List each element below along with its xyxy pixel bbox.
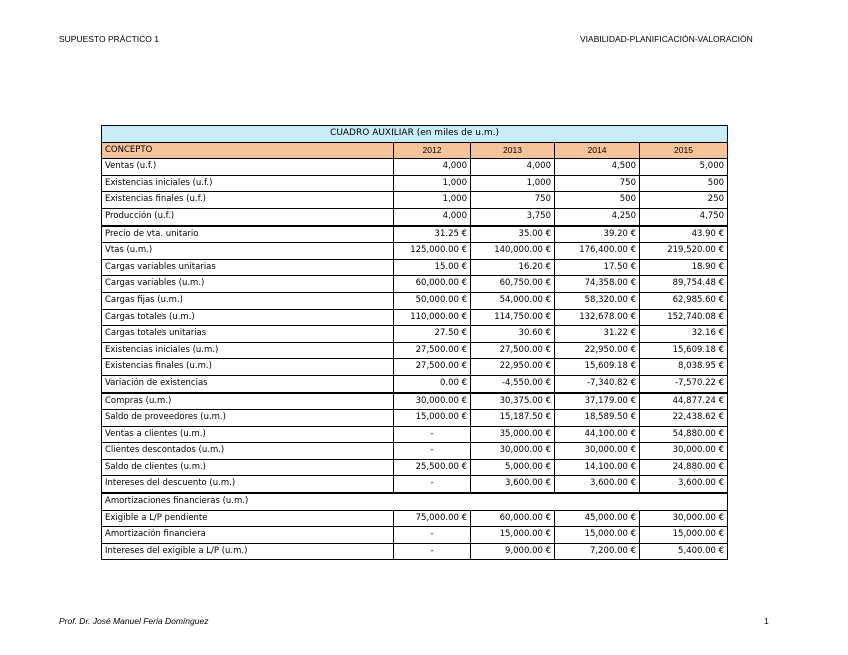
- cell-2014: 37,179.00 €: [555, 393, 640, 410]
- cell-2012: 27,500.00 €: [394, 342, 471, 359]
- concept-header: CONCEPTO: [102, 142, 394, 159]
- table-row: [102, 443, 728, 460]
- cell-2015: 152,740.08 €: [640, 309, 728, 326]
- table-title: CUADRO AUXILIAR (en miles de u.m.): [102, 126, 728, 143]
- cell-2015: 32.16 €: [640, 326, 728, 343]
- cell-2014: 132,678.00 €: [555, 309, 640, 326]
- cell-2012: -: [394, 443, 471, 460]
- year-header-2014: 2014: [555, 142, 640, 159]
- table-row: [102, 243, 728, 260]
- page-number: 1: [764, 616, 769, 626]
- cell-2014: 500: [555, 192, 640, 209]
- footer-author: Prof. Dr. José Manuel Feria Domínguez: [59, 616, 209, 626]
- table-row: [102, 342, 728, 359]
- row-label: Amortizaciones financieras (u.m.): [102, 493, 728, 510]
- cell-2012: 0.00 €: [394, 375, 471, 392]
- cell-2012: 125,000.00 €: [394, 243, 471, 260]
- table-row: [102, 309, 728, 326]
- cell-2012: 4,000: [394, 208, 471, 225]
- cell-2012: 110,000.00 €: [394, 309, 471, 326]
- row-label: Cargas variables unitarias: [102, 259, 394, 276]
- cell-2013: 4,000: [471, 159, 555, 176]
- cell-2014: 44,100.00 €: [555, 426, 640, 443]
- table-row: [102, 375, 728, 392]
- table-row: [102, 292, 728, 309]
- table-row: [102, 426, 728, 443]
- cell-2015: 15,609.18 €: [640, 342, 728, 359]
- table-row: [102, 543, 728, 560]
- cell-2015: 15,000.00 €: [640, 527, 728, 544]
- table-row: [102, 527, 728, 544]
- year-header-2013: 2013: [471, 142, 555, 159]
- table-row: [102, 326, 728, 343]
- cell-2014: 15,000.00 €: [555, 527, 640, 544]
- cell-2014: 18,589.50 €: [555, 410, 640, 427]
- cell-2015: 54,880.00 €: [640, 426, 728, 443]
- cell-2013: 30,000.00 €: [471, 443, 555, 460]
- cell-2014: 22,950.00 €: [555, 342, 640, 359]
- header-right: VIABILIDAD-PLANIFICACIÓN-VALORACIÓN: [580, 34, 753, 44]
- cell-2014: 74,358.00 €: [555, 276, 640, 293]
- table-row: [102, 493, 728, 510]
- cell-2015: 24,880.00 €: [640, 459, 728, 476]
- row-label: Intereses del descuento (u.m.): [102, 476, 394, 493]
- cell-2015: 62,985.60 €: [640, 292, 728, 309]
- cell-2012: 27.50 €: [394, 326, 471, 343]
- table-row: [102, 359, 728, 376]
- table-row: [102, 459, 728, 476]
- cell-2014: 58,320.00 €: [555, 292, 640, 309]
- row-label: Existencias finales (u.f.): [102, 192, 394, 209]
- cell-2012: 1,000: [394, 192, 471, 209]
- row-label: Cargas fijas (u.m.): [102, 292, 394, 309]
- cuadro-auxiliar-table: [101, 125, 728, 560]
- cell-2014: 31.22 €: [555, 326, 640, 343]
- cell-2012: 25,500.00 €: [394, 459, 471, 476]
- row-label: Existencias iniciales (u.f.): [102, 175, 394, 192]
- cell-2014: 39.20 €: [555, 226, 640, 243]
- table-row: [102, 276, 728, 293]
- cell-2013: 35.00 €: [471, 226, 555, 243]
- row-label: Clientes descontados (u.m.): [102, 443, 394, 460]
- cell-2013: 16.20 €: [471, 259, 555, 276]
- cell-2013: 54,000.00 €: [471, 292, 555, 309]
- row-label: Existencias iniciales (u.m.): [102, 342, 394, 359]
- row-label: Intereses del exigible a L/P (u.m.): [102, 543, 394, 560]
- row-label: Saldo de clientes (u.m.): [102, 459, 394, 476]
- cell-2012: -: [394, 476, 471, 493]
- year-header-2012: 2012: [394, 142, 471, 159]
- cell-2014: 176,400.00 €: [555, 243, 640, 260]
- row-label: Cargas totales unitarias: [102, 326, 394, 343]
- cell-2013: 30,375.00 €: [471, 393, 555, 410]
- table-row: [102, 226, 728, 243]
- cell-2012: 1,000: [394, 175, 471, 192]
- table-row: [102, 393, 728, 410]
- cell-2015: 5,400.00 €: [640, 543, 728, 560]
- cell-2014: 4,500: [555, 159, 640, 176]
- cell-2012: 27,500.00 €: [394, 359, 471, 376]
- cell-2012: 30,000.00 €: [394, 393, 471, 410]
- cell-2012: 50,000.00 €: [394, 292, 471, 309]
- row-label: Vtas (u.m.): [102, 243, 394, 260]
- cell-2014: 45,000.00 €: [555, 510, 640, 527]
- table-row: [102, 259, 728, 276]
- table-row: [102, 510, 728, 527]
- cell-2013: 3,750: [471, 208, 555, 225]
- cell-2013: 15,000.00 €: [471, 527, 555, 544]
- cell-2012: 4,000: [394, 159, 471, 176]
- cell-2013: 35,000.00 €: [471, 426, 555, 443]
- cell-2015: 500: [640, 175, 728, 192]
- cell-2014: 4,250: [555, 208, 640, 225]
- row-label: Variación de existencias: [102, 375, 394, 392]
- cell-2013: 750: [471, 192, 555, 209]
- cell-2013: 114,750.00 €: [471, 309, 555, 326]
- cell-2015: 4,750: [640, 208, 728, 225]
- cell-2012: -: [394, 527, 471, 544]
- cell-2014: 17.50 €: [555, 259, 640, 276]
- cell-2012: 15,000.00 €: [394, 410, 471, 427]
- cell-2015: 5,000: [640, 159, 728, 176]
- cell-2012: 60,000.00 €: [394, 276, 471, 293]
- row-label: Ventas a clientes (u.m.): [102, 426, 394, 443]
- cell-2013: 30.60 €: [471, 326, 555, 343]
- cell-2015: 18.90 €: [640, 259, 728, 276]
- cell-2015: 30,000.00 €: [640, 443, 728, 460]
- cell-2014: -7,340.82 €: [555, 375, 640, 392]
- row-label: Ventas (u.f.): [102, 159, 394, 176]
- row-label: Cargas variables (u.m.): [102, 276, 394, 293]
- row-label: Producción (u.f.): [102, 208, 394, 225]
- cell-2013: 3,600.00 €: [471, 476, 555, 493]
- cell-2013: 27,500.00 €: [471, 342, 555, 359]
- cell-2014: 3,600.00 €: [555, 476, 640, 493]
- cell-2012: -: [394, 426, 471, 443]
- cell-2015: 3,600.00 €: [640, 476, 728, 493]
- cell-2013: 5,000.00 €: [471, 459, 555, 476]
- table-row: [102, 476, 728, 493]
- table-row: [102, 159, 728, 176]
- cell-2013: 1,000: [471, 175, 555, 192]
- cell-2012: 31.25 €: [394, 226, 471, 243]
- cell-2015: 22,438.62 €: [640, 410, 728, 427]
- cell-2015: -7,570.22 €: [640, 375, 728, 392]
- cell-2014: 15,609.18 €: [555, 359, 640, 376]
- cell-2015: 8,038.95 €: [640, 359, 728, 376]
- cell-2015: 219,520.00 €: [640, 243, 728, 260]
- cell-2013: 22,950.00 €: [471, 359, 555, 376]
- row-label: Cargas totales (u.m.): [102, 309, 394, 326]
- row-label: Compras (u.m.): [102, 393, 394, 410]
- table-row: [102, 175, 728, 192]
- table-row: [102, 192, 728, 209]
- row-label: Amortización financiera: [102, 527, 394, 544]
- row-label: Existencias finales (u.m.): [102, 359, 394, 376]
- cell-2013: 60,000.00 €: [471, 510, 555, 527]
- cell-2015: 89,754.48 €: [640, 276, 728, 293]
- cell-2013: 140,000.00 €: [471, 243, 555, 260]
- cell-2014: 30,000.00 €: [555, 443, 640, 460]
- cell-2013: 60,750.00 €: [471, 276, 555, 293]
- cell-2012: -: [394, 543, 471, 560]
- cell-2014: 7,200.00 €: [555, 543, 640, 560]
- cell-2013: -4,550.00 €: [471, 375, 555, 392]
- cell-2013: 9,000.00 €: [471, 543, 555, 560]
- row-label: Saldo de proveedores (u.m.): [102, 410, 394, 427]
- table-row: [102, 410, 728, 427]
- cell-2015: 43.90 €: [640, 226, 728, 243]
- table-row: [102, 208, 728, 225]
- header-left: SUPUESTO PRÁCTICO 1: [59, 34, 159, 44]
- cell-2012: 15.00 €: [394, 259, 471, 276]
- cell-2015: 250: [640, 192, 728, 209]
- row-label: Exigible a L/P pendiente: [102, 510, 394, 527]
- cell-2014: 14,100.00 €: [555, 459, 640, 476]
- row-label: Precio de vta. unitario: [102, 226, 394, 243]
- cell-2013: 15,187.50 €: [471, 410, 555, 427]
- cell-2015: 30,000.00 €: [640, 510, 728, 527]
- cell-2014: 750: [555, 175, 640, 192]
- year-header-2015: 2015: [640, 142, 728, 159]
- cell-2012: 75,000.00 €: [394, 510, 471, 527]
- cell-2015: 44,877.24 €: [640, 393, 728, 410]
